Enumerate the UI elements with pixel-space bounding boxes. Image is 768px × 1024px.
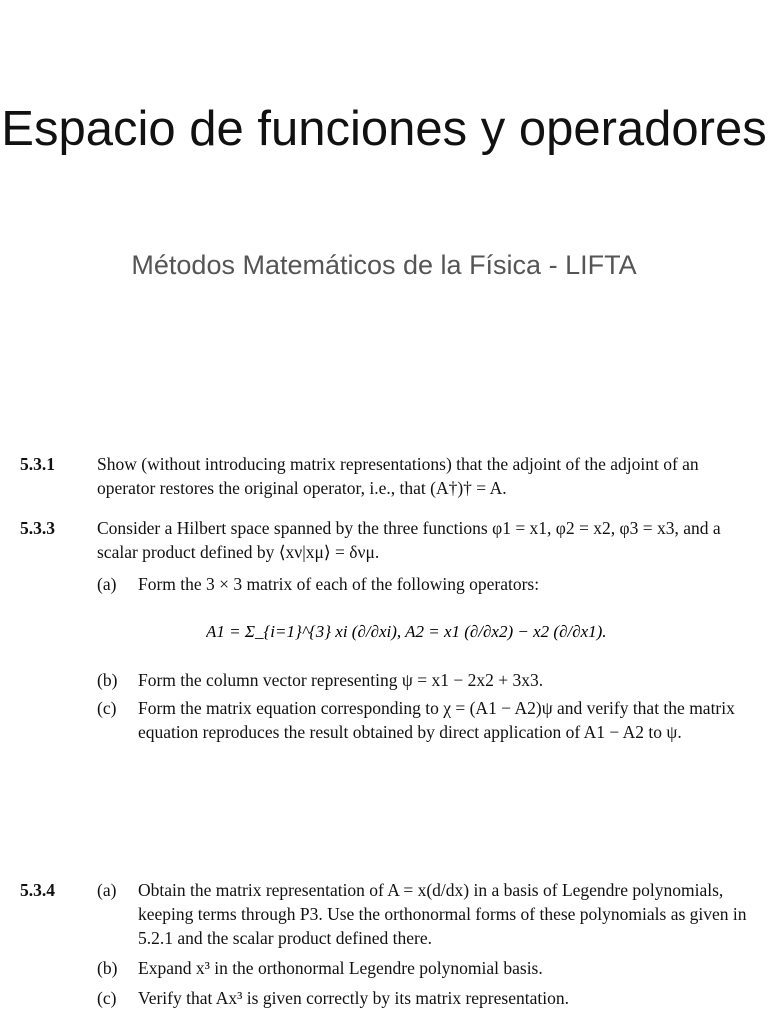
operator-equation — [97, 604, 755, 660]
part-text: Form the 3 × 3 matrix of each of the following operators: — [138, 574, 540, 594]
part-label: (c) — [97, 698, 117, 718]
problem-part-c — [97, 986, 755, 1010]
problem-number: 5.3.3 — [20, 518, 55, 538]
problem-number: 5.3.1 — [20, 454, 55, 474]
slide-subtitle: Métodos Matemáticos de la Física - LIFTA — [131, 250, 637, 280]
part-label: (a) — [97, 574, 117, 594]
problem-text: Show (without introducing matrix representations) that the adjoint of the adjoint of an operator restores the original operator, i.e., that (A†)† = A. — [97, 454, 699, 498]
problem-5-3-4 — [20, 878, 755, 1010]
problem-part-c — [97, 696, 755, 744]
problem-part-a — [97, 572, 755, 596]
part-label: (b) — [97, 958, 118, 978]
part-text: Expand x³ in the orthonormal Legendre polynomial basis. — [138, 958, 543, 978]
part-text: Form the column vector representing ψ = x1 − 2x2 + 3x3. — [138, 670, 544, 690]
part-label: (c) — [97, 988, 117, 1008]
equation-svg — [206, 604, 646, 664]
slide-title: Espacio de funciones y operadores — [1, 102, 767, 156]
problem-number: 5.3.4 — [20, 880, 55, 900]
part-label: (a) — [97, 880, 117, 900]
problem-part-a — [97, 878, 755, 950]
problem-text: Consider a Hilbert space spanned by the three functions φ1 = x1, φ2 = x2, φ3 = x3, and a scalar product defined by ⟨xν|xμ⟩ = δνμ. — [97, 518, 721, 562]
part-text: Obtain the matrix representation of A = x(d/dx) in a basis of Legendre polynomials, keeping terms through P3. Use the orthonormal forms of these polynomials as given in 5.2.1 and the scalar product defined there. — [138, 880, 747, 948]
problem-part-b — [97, 668, 755, 692]
equation-text: A1 = Σ_{i=1}^{3} xi (∂/∂xi), A2 = x1 (∂/∂x2) − x2 (∂/∂x1). — [206, 622, 607, 641]
part-text: Verify that Ax³ is given correctly by its matrix representation. — [138, 988, 569, 1008]
part-text: Form the matrix equation corresponding to χ = (A1 − A2)ψ and verify that the matrix equation reproduces the result obtained by direct application of A1 − A2 to ψ. — [138, 698, 735, 742]
problem-5-3-1 — [20, 452, 755, 500]
problem-5-3-3 — [20, 516, 755, 744]
part-label: (b) — [97, 670, 118, 690]
problem-part-b — [97, 956, 755, 980]
